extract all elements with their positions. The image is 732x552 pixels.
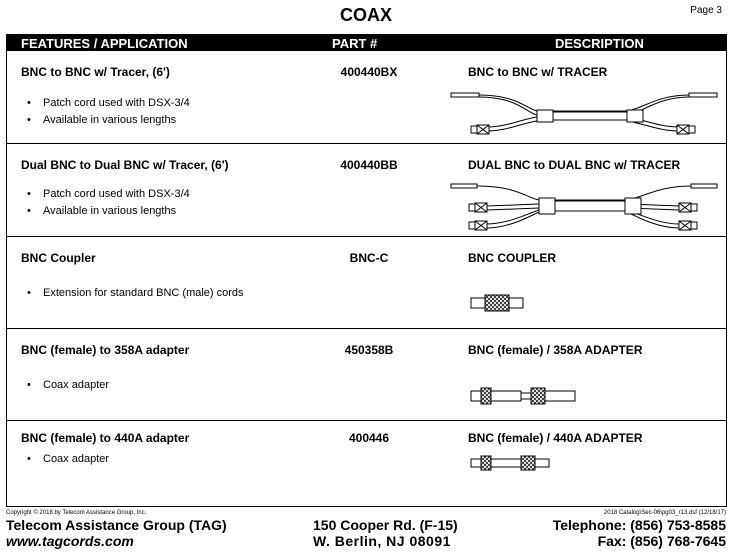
product-description: BNC COUPLER (468, 251, 557, 265)
address-line-1: 150 Cooper Rd. (F-15) (313, 517, 458, 533)
feature-item: • Extension for standard BNC (male) cords (27, 285, 244, 302)
copyright-notice: Copyright © 2018 by Telecom Assistance Group, Inc. (6, 510, 147, 516)
catalog-reference: 2018 Catalog\Sec-06\pg03_r13.dsf (12/18/17) (603, 510, 726, 516)
bnc-440a-adapter-illustration (469, 453, 579, 473)
product-name: BNC (female) to 440A adapter (21, 431, 190, 445)
table-row (7, 143, 726, 236)
part-number: 400446 (348, 431, 390, 445)
table-row (7, 420, 726, 506)
product-description: BNC to BNC w/ TRACER (468, 65, 608, 79)
telephone-number: Telephone: (856) 753-8585 (552, 517, 726, 533)
header-description: DESCRIPTION (555, 36, 644, 51)
fax-number: Fax: (856) 768-7645 (597, 533, 726, 549)
feature-list (27, 186, 190, 220)
bnc-tracer-cable-illustration (447, 89, 719, 143)
part-number: 450358B (344, 343, 394, 357)
feature-list (27, 285, 244, 302)
product-name: BNC to BNC w/ Tracer, (6') (21, 65, 170, 79)
product-description: DUAL BNC to DUAL BNC w/ TRACER (468, 158, 681, 172)
table-row (7, 328, 726, 420)
feature-list (27, 377, 109, 394)
product-name: BNC Coupler (21, 251, 96, 265)
bnc-358a-adapter-illustration (469, 385, 579, 407)
table-row (7, 51, 726, 143)
website-link[interactable]: www.tagcords.com (6, 533, 134, 549)
page-title: COAX (339, 5, 392, 25)
bnc-coupler-illustration (469, 291, 531, 315)
part-number: 400440BX (340, 65, 398, 79)
feature-item: • Coax adapter (27, 377, 109, 394)
company-name: Telecom Assistance Group (TAG) (6, 517, 227, 533)
header-part: PART # (332, 36, 378, 51)
part-number: 400440BB (340, 158, 398, 172)
product-name: BNC (female) to 358A adapter (21, 343, 190, 357)
feature-list (27, 95, 190, 129)
feature-item: • Available in various lengths (27, 112, 190, 129)
feature-item: • Patch cord used with DSX-3/4 (27, 95, 190, 112)
table-header (7, 35, 726, 51)
page-number: Page 3 (690, 5, 722, 16)
address-line-2: W. Berlin, NJ 08091 (313, 533, 451, 549)
dual-bnc-tracer-cable-illustration (447, 176, 719, 234)
feature-item: • Coax adapter (27, 451, 109, 468)
table-row (7, 236, 726, 328)
catalog-table (6, 34, 727, 507)
product-description: BNC (female) / 440A ADAPTER (468, 431, 643, 445)
product-name: Dual BNC to Dual BNC w/ Tracer, (6') (21, 158, 229, 172)
part-number: BNC-C (349, 251, 389, 265)
header-features: FEATURES / APPLICATION (21, 36, 188, 51)
product-description: BNC (female) / 358A ADAPTER (468, 343, 643, 357)
feature-list (27, 451, 109, 468)
feature-item: • Available in various lengths (27, 203, 190, 220)
feature-item: • Patch cord used with DSX-3/4 (27, 186, 190, 203)
